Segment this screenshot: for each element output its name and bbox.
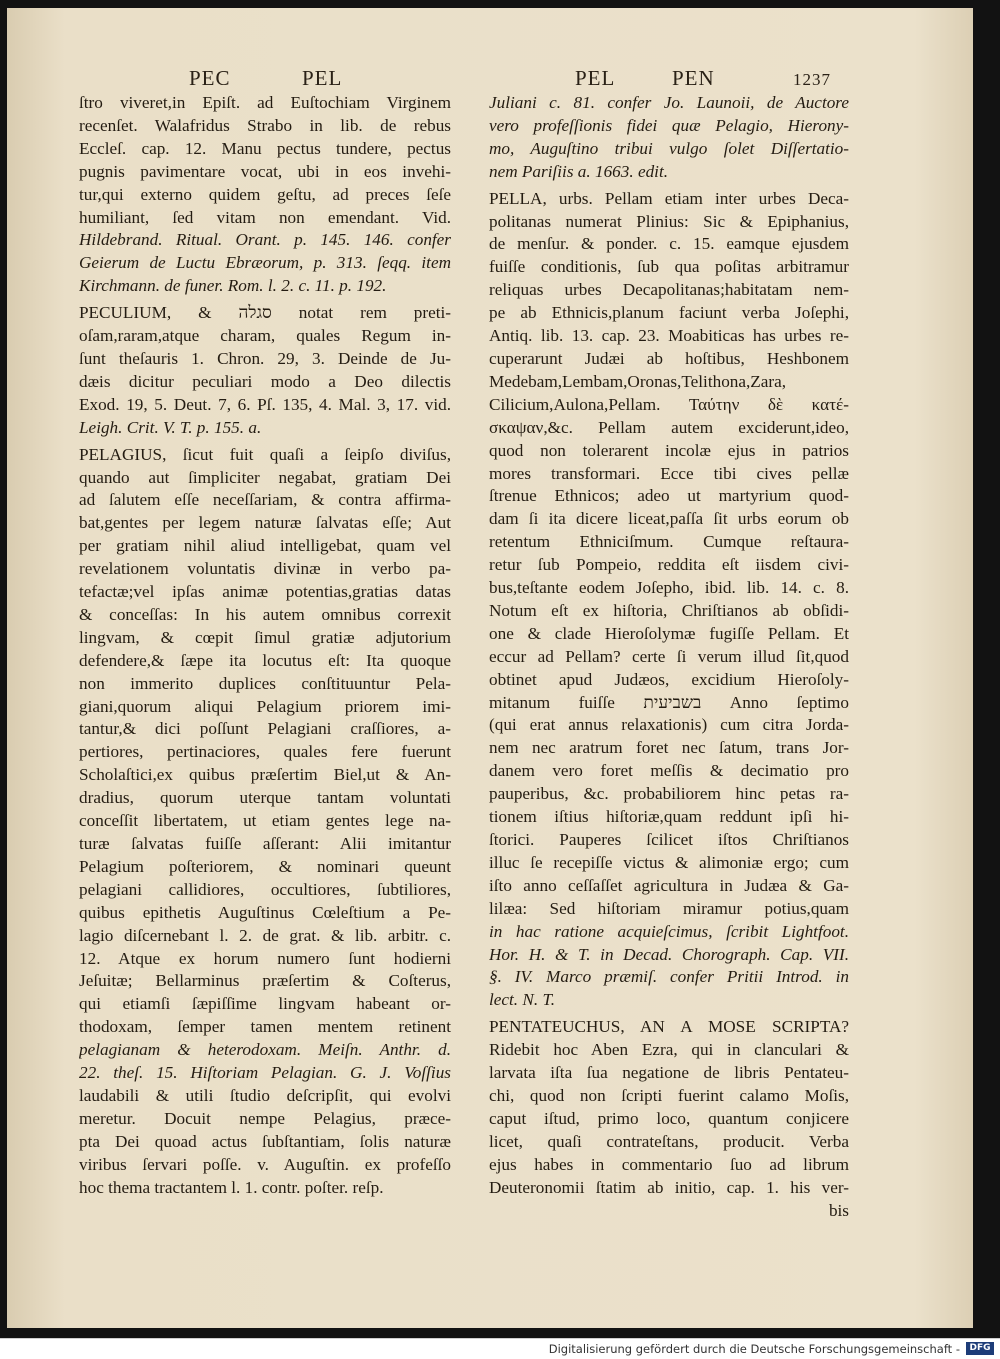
text-line: thodoxam, ſemper tamen mentem retinent <box>79 1017 451 1037</box>
text-line: tefactæ;vel ipſas animæ potentias,gratias datas <box>79 582 451 602</box>
text-line: σκαψαν,&c. Pellam autem exciderunt,ideo, <box>489 417 849 437</box>
text-line: pe ab Ethnicis,planum faciunt verba Joſephi, <box>489 303 849 323</box>
text-line: ejus habes in commentario ſuo ad librum <box>489 1154 849 1174</box>
text-line: illuc ſe recepiſſe victus & alimoniæ ergo; cum <box>489 852 849 872</box>
text-line: mo, Auguſtino tribui vulgo ſolet Diſſertatio- <box>489 138 849 158</box>
text-line: ſtro viveret,in Epiſt. ad Euſtochiam Virginem <box>79 93 451 112</box>
text-line: bus,teſtante eodem Joſepho, ibid. lib. 14. c. 8. <box>489 578 849 598</box>
text-line: ſtorici. Pauperes ſcilicet iſtos Chriſtianos <box>489 830 849 849</box>
text-line: Eccleſ. cap. 12. Manu pectus tundere, pectus <box>79 138 451 158</box>
text-line: Juliani c. 81. confer Jo. Launoii, de Auctore <box>489 93 849 112</box>
text-line: mores transformari. Ecce tibi cives pellæ <box>489 463 849 483</box>
text-line: tionem iſtius hiſtoriæ,quam reddunt ipſi hi- <box>489 807 849 827</box>
text-line: quod non tolerarent incolæ ejus in patrios <box>489 440 849 460</box>
text-line: Notum eſt ex hiſtoria, Chriſtianos ab obſidi- <box>489 600 849 620</box>
text-line: hoc thema tractantem l. 1. contr. poſter. reſp. <box>79 1177 384 1197</box>
text-line: chi, quod non ſcripti fuerint calamo Moſis, <box>489 1085 849 1105</box>
text-line: pelagiani callidiores, occultiores, ſubtiliores, <box>79 879 451 899</box>
text-line: retur ſub Pompeio, reddita eſt iisdem civi- <box>489 555 849 575</box>
text-line: dæis dicitur peculiari modo a Deo dilectis <box>79 371 451 391</box>
text-line: one & clade Hieroſolymæ fugiſſe Pellam. Et <box>489 623 849 643</box>
text-line: pelagianam & heterodoxam. Meiſn. Anthr. d. <box>79 1040 451 1060</box>
text-line: oſam,raram,atque charam, quales Regum in- <box>79 326 451 346</box>
text-line: giani,quorum aliqui Pelagium priorem imi- <box>79 696 451 716</box>
text-line: lagio diſcernebant l. 2. de grat. & lib. arbitr. c. <box>79 925 451 945</box>
text-line: conceſſit libertatem, ut etiam gentes lege na- <box>79 811 451 831</box>
text-line: nem Pariſiis a. 1663. edit. <box>489 161 669 181</box>
text-line: pta Dei quoad actus ſubſtantiam, ſolis naturæ <box>79 1131 451 1151</box>
text-line: lect. N. T. <box>489 990 556 1010</box>
text-line: mitanum fuiſſe בשביעית Anno ſeptimo <box>489 692 849 712</box>
text-line: Hor. H. & T. in Decad. Chorograph. Cap. VII. <box>489 944 849 964</box>
book-page <box>7 8 973 1328</box>
right-column <box>489 92 849 1222</box>
header-right-a: PEL <box>575 66 616 90</box>
text-line: dradius, quorum uterque tantam voluntati <box>79 788 451 808</box>
text-line: PELLA, urbs. Pellam etiam inter urbes Deca- <box>489 188 849 208</box>
text-line: ad ſalutem eſſe neceſſariam, & contra affirma- <box>79 490 451 510</box>
text-line: PELAGIUS, ſicut fuit quaſi a ſeipſo diviſus, <box>79 444 451 464</box>
text-line: bis <box>828 1200 849 1220</box>
text-line: recenſet. Walafridus Strabo in lib. de rebus <box>79 115 451 135</box>
text-line: politanas numerat Plinius: Sic & Epiphanius, <box>489 211 849 231</box>
text-line: caput iſtud, primo loco, quantum conjicere <box>489 1108 849 1128</box>
text-line: Scholaſtici,ex quibus præſertim Biel,ut & An- <box>79 765 451 785</box>
text-line: licet, quaſi contrateſtans, producit. Verba <box>489 1131 849 1151</box>
text-line: Medebam,Lembam,Oronas,Telithona,Zara, <box>489 371 787 391</box>
header-right-b: PEN <box>672 66 715 90</box>
text-line: per gratiam nihil aliud intelligebat, quam vel <box>79 536 451 556</box>
text-line: 12. Atque ex horum numero ſunt hodierni <box>79 948 451 968</box>
text-line: (qui erat annus relaxationis) cum citra Jorda- <box>489 715 849 735</box>
text-line: quando aut ſimpliciter negabat, gratiam Dei <box>79 467 451 487</box>
text-line: pugnis pavimentare vocat, ubi in eos invehi- <box>79 161 451 181</box>
left-column <box>79 92 451 1200</box>
text-line: Deuteronomii ſtatim ab initio, cap. 1. his ver- <box>489 1177 849 1197</box>
text-line: pertiores, pertinaciores, quales fere fuerunt <box>79 742 451 762</box>
text-line: revelationem voluntatis divinæ in verbo pa- <box>79 559 451 579</box>
text-line: turæ ſalvatas fuiſſe aſſerant: Alii imitantur <box>79 834 451 853</box>
text-line: 22. theſ. 15. Hiſtoriam Pelagian. G. J. Voſſius <box>79 1063 451 1083</box>
dfg-logo: DFG <box>966 1342 994 1355</box>
footer-text: Digitalisierung gefördert durch die Deutsche Forschungsgemeinschaft - <box>548 1342 960 1356</box>
text-line: lilæa: Sed hiſtoriam miramur potius,quam <box>489 898 849 918</box>
text-line: Ridebit hoc Aben Ezra, qui in clanculari & <box>489 1040 849 1060</box>
text-line: non immerito duplices conſtituuntur Pela- <box>79 673 451 693</box>
text-line: & conceſſas: In his autem omnibus correxit <box>79 604 451 624</box>
text-line: Hildebrand. Ritual. Orant. p. 145. 146. confer <box>79 230 451 250</box>
text-line: ſunt theſauris 1. Chron. 29, 3. Deinde de Ju- <box>79 348 451 368</box>
text-line: danem vero foret meſſis & decimatio pro <box>489 761 849 781</box>
footer-bar <box>0 1338 1000 1359</box>
text-line: quibus epithetis Auguſtinus Cœleſtium a Pe- <box>79 902 451 922</box>
text-line: Cilicium,Aulona,Pellam. Ταύτην δὲ κατέ- <box>489 394 849 414</box>
text-line: cuperarunt Judæi ab hoſtibus, Heshbonem <box>489 348 849 368</box>
text-line: in hac ratione acquieſcimus, ſcribit Lightfoot. <box>489 921 849 941</box>
text-line: Leigh. Crit. V. T. p. 155. a. <box>79 417 262 437</box>
page-number: 1237 <box>793 70 831 89</box>
text-line: tantur,& dici poſſunt Pelagiani craſſiores, a- <box>79 719 451 739</box>
header-left-b: PEL <box>302 66 343 90</box>
text-line: lingvam, & cœpit ſimul gratiæ adjutorium <box>79 627 451 647</box>
text-line: pauperibus, &c. probabiliorem hinc petas ra- <box>489 784 849 804</box>
text-line: humiliant, ſed vitam non emendant. Vid. <box>79 207 451 227</box>
text-line: meretur. Docuit nempe Pelagius, præce- <box>79 1108 451 1128</box>
text-line: iſto anno ceſſaſſet agricultura in Judæa & Ga- <box>489 875 849 895</box>
text-line: ſtrenue Ethnicos; adeo ut martyrium quod- <box>489 486 849 506</box>
text-line: vero profeſſionis fidei quæ Pelagio, Hierony- <box>489 115 849 135</box>
text-line: §. IV. Marco præmiſ. confer Pritii Introd. in <box>489 967 849 987</box>
text-line: dam ſi ita dicere liceat,paſſa ſit urbs eorum ob <box>489 509 849 529</box>
text-line: Antiq. lib. 13. cap. 23. Moabiticas has urbes re- <box>489 326 849 346</box>
text-line: PECULIUM, & סגלה notat rem preti- <box>79 303 451 323</box>
text-line: Geierum de Luctu Ebræorum, p. 313. ſeqq. item <box>79 253 451 273</box>
text-line: fuiſſe conditionis, ſub qua poſitas arbitramur <box>489 257 849 277</box>
header-left-a: PEC <box>189 66 231 90</box>
text-line: de menſur. & ponder. c. 15. eamque ejusdem <box>489 234 849 254</box>
text-line: tur,qui externo quidem geſtu, ad preces ſeſe <box>79 184 451 204</box>
text-line: Pelagium poſteriorem, & nominari queunt <box>79 856 451 876</box>
text-line: PENTATEUCHUS, AN A MOSE SCRIPTA? <box>489 1017 849 1037</box>
text-line: Jeſuitæ; Bellarminus præſertim & Coſterus, <box>79 971 451 991</box>
text-line: reliquas urbes Decapolitanas;habitatam nem- <box>489 280 849 300</box>
text-line: qui etiamſi ſæpiſſime lingvam habeant or- <box>79 994 451 1014</box>
text-line: viribus ſervari poſſe. v. Auguſtin. ex profeſſo <box>79 1154 451 1174</box>
text-line: obtinet apud Judæos, excidium Hieroſoly- <box>489 669 849 689</box>
text-line: Kirchmann. de funer. Rom. l. 2. c. 11. p. 192. <box>79 276 387 296</box>
text-line: larvata iſta ſua negatione de libris Pentateu- <box>489 1063 849 1083</box>
text-line: Exod. 19, 5. Deut. 7, 6. Pſ. 135, 4. Mal. 3, 17. vid. <box>79 394 451 414</box>
text-line: defendere,& ſæpe ita locutus eſt: Ita quoque <box>79 650 451 670</box>
text-line: bat,gentes per legem naturæ ſalvatas eſſe; Aut <box>79 513 451 533</box>
text-line: retentum Ethniciſmum. Cumque reſtaura- <box>489 532 849 552</box>
text-line: laudabili & utili ſtudio deſcripſit, qui evolvi <box>79 1085 451 1105</box>
text-line: eccur ad Pellam? certe ſi verum illud ſit,quod <box>489 646 849 666</box>
text-line: nem nec aratrum foret nec ſatum, trans Jor- <box>489 738 849 758</box>
